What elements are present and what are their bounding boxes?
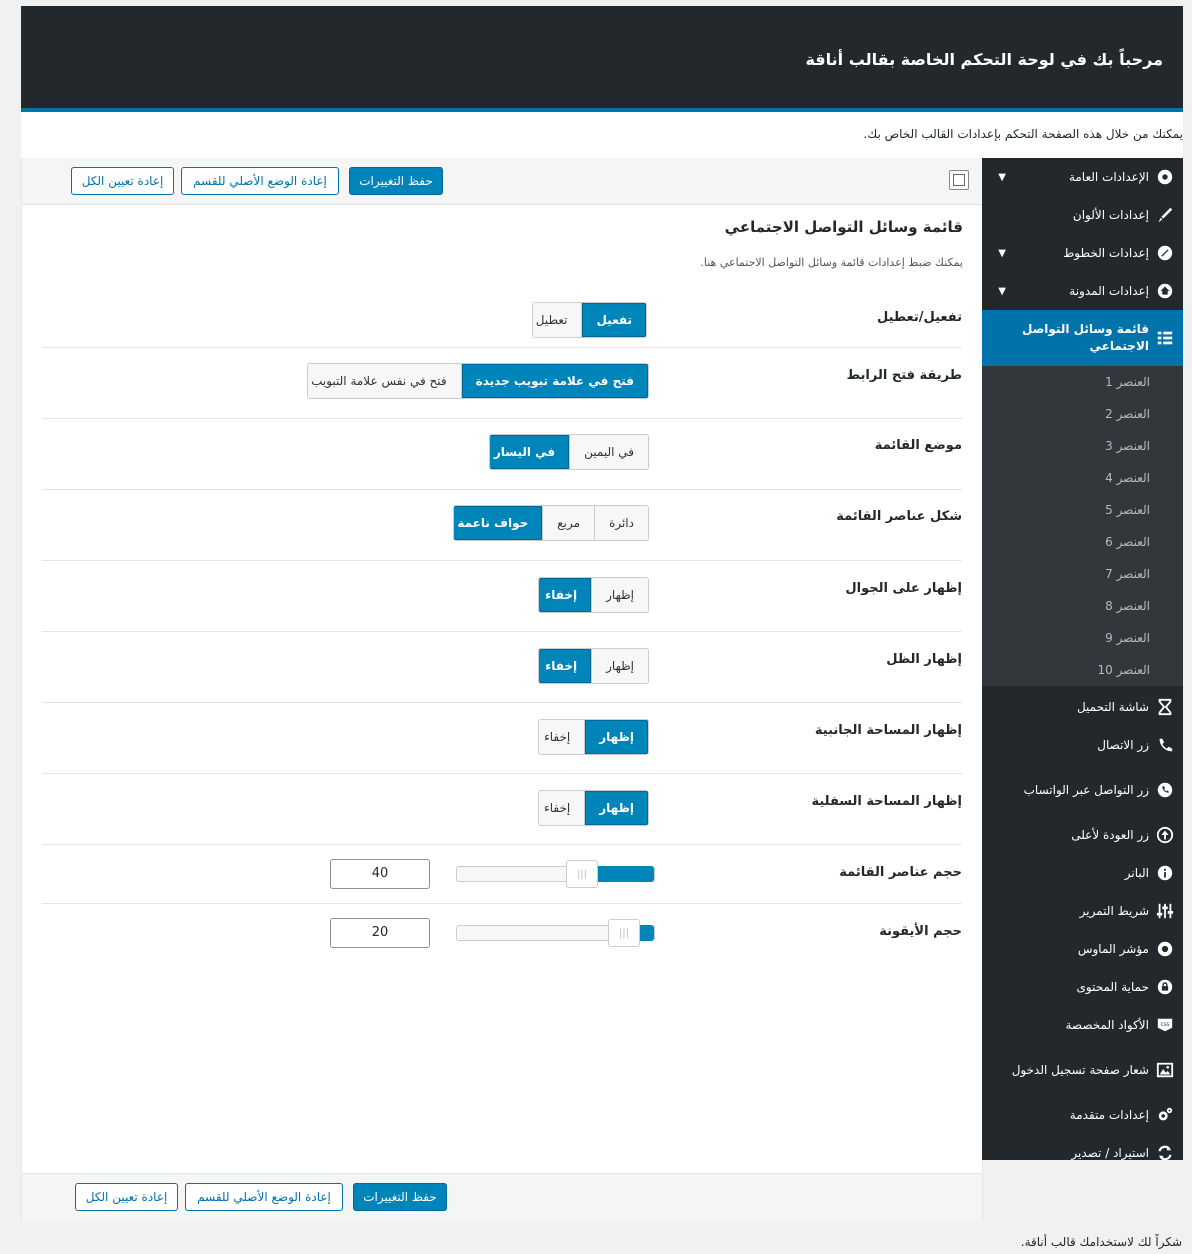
disable-option[interactable]: تعطيل <box>532 303 581 337</box>
new-tab-option[interactable]: فتح في علامة تبويب جديدة <box>461 364 648 398</box>
sidebar-item-label: زر الاتصال <box>1097 737 1149 752</box>
sidebar-subitem[interactable] <box>982 590 1183 622</box>
sidebar-item-label: شريط التمرير <box>1079 903 1149 918</box>
enable-toggle <box>532 302 647 338</box>
save-button[interactable]: حفظ التغييرات <box>353 1183 447 1211</box>
sidebar-item-label: قائمة وسائل التواصل الاجتماعي <box>1022 322 1149 353</box>
svg-text:CSS: CSS <box>1160 1022 1170 1028</box>
show-option[interactable]: إظهار <box>584 791 648 825</box>
item-size-input[interactable]: 40 <box>330 859 430 889</box>
section-description: يمكنك ضبط إعدادات قائمة وسائل التواصل الاجتماعي هنا. <box>700 256 963 269</box>
sidebar-item-label: إعدادات الخطوط <box>1063 245 1149 260</box>
setting-label: تفعيل/تعطيل <box>876 310 962 325</box>
setting-row-item-size <box>42 844 962 904</box>
settings-panel <box>21 158 983 1220</box>
intro-text: يمكنك من خلال هذه الصفحة التحكم بإعدادات القالب الخاص بك. <box>863 127 1183 141</box>
same-tab-option[interactable]: فتح في نفس علامة التبويب <box>307 364 461 398</box>
gear-icon <box>1155 167 1175 187</box>
show-option[interactable]: إظهار <box>591 649 648 683</box>
sidebar-subitem-label: العنصر 7 <box>1105 567 1150 581</box>
hide-option[interactable]: إخفاء <box>538 791 584 825</box>
reset-section-button[interactable]: إعادة الوضع الأصلي للقسم <box>181 167 339 195</box>
save-button[interactable]: حفظ التغييرات <box>349 167 443 195</box>
css-icon <box>1155 1015 1175 1035</box>
sidebar-subitem[interactable] <box>982 494 1183 526</box>
sidebar-subitem-label: العنصر 2 <box>1105 407 1150 421</box>
sidebar-subitem-label: العنصر 1 <box>1105 375 1150 389</box>
sidebar-item[interactable] <box>982 968 1183 1006</box>
hide-option[interactable]: إخفاء <box>538 720 584 754</box>
mobile-toggle <box>538 577 649 613</box>
whatsapp-icon <box>1155 780 1175 800</box>
enable-option[interactable]: تفعيل <box>581 303 646 337</box>
sidebar-item[interactable] <box>982 816 1183 854</box>
setting-row-shape <box>42 489 962 561</box>
sidebar-subitem[interactable] <box>982 654 1183 686</box>
setting-row-icon-size <box>42 903 962 962</box>
setting-label: حجم عناصر القائمة <box>839 865 962 880</box>
sidebar-item-label: الإعدادات العامة <box>1068 169 1149 184</box>
sidebar-item-label: مؤشر الماوس <box>1077 941 1149 956</box>
shadow-toggle <box>538 648 649 684</box>
square-option[interactable]: مربع <box>542 506 594 540</box>
chevron-down-icon[interactable]: ▼ <box>998 247 1006 259</box>
sidebar-item[interactable] <box>982 310 1183 366</box>
sidebar-subitem[interactable] <box>982 558 1183 590</box>
sidebar-item[interactable] <box>982 1134 1183 1172</box>
page-title: مرحباً بك في لوحة التحكم الخاصة بقالب أناقة <box>805 50 1163 69</box>
setting-label: طريقة فتح الرابط <box>846 368 962 383</box>
sidebar-item-label: إعدادات متقدمة <box>1069 1107 1149 1122</box>
bottom-space-toggle <box>538 790 649 826</box>
intro-bar <box>21 112 1183 159</box>
sidebar-item-label: استيراد / تصدير <box>1071 1145 1149 1160</box>
image-icon <box>1155 1060 1175 1080</box>
cogs-icon <box>1155 1105 1175 1125</box>
sidebar-subitem-label: العنصر 4 <box>1105 471 1150 485</box>
sidebar-item[interactable] <box>982 158 1183 196</box>
sidebar-subitem[interactable] <box>982 398 1183 430</box>
setting-label: حجم الأيقونة <box>879 924 962 939</box>
sidebar-item[interactable] <box>982 234 1183 272</box>
sidebar-item[interactable] <box>982 1096 1183 1134</box>
hide-option[interactable]: إخفاء <box>538 649 591 683</box>
reset-all-button[interactable]: إعادة تعيين الكل <box>71 167 174 195</box>
chevron-down-icon[interactable]: ▼ <box>998 285 1006 297</box>
setting-row-mobile <box>42 560 962 632</box>
sidebar-subitem[interactable] <box>982 526 1183 558</box>
sidebar-subitem-label: العنصر 10 <box>1097 663 1150 677</box>
sidebar-subitem-label: العنصر 8 <box>1105 599 1150 613</box>
setting-label: إظهار على الجوال <box>845 581 962 596</box>
setting-row-shadow <box>42 631 962 703</box>
sidebar-item-label: البانر <box>1124 865 1149 880</box>
sidebar-item-label: شاشة التحميل <box>1076 699 1149 714</box>
setting-label: موضع القائمة <box>874 438 962 453</box>
right-option[interactable]: في اليمين <box>569 435 648 469</box>
setting-row-enable <box>42 288 962 348</box>
left-option[interactable]: في اليسار <box>489 435 569 469</box>
info-icon <box>1155 863 1175 883</box>
sidebar-item-label: إعدادات المدونة <box>1069 283 1149 298</box>
arrow-up-icon <box>1155 825 1175 845</box>
setting-row-bottom-space <box>42 773 962 845</box>
sidebar-item[interactable] <box>982 196 1183 234</box>
show-option[interactable]: إظهار <box>591 578 648 612</box>
dot-circle-icon <box>1155 939 1175 959</box>
sync-icon <box>1155 1143 1175 1163</box>
setting-row-link-open <box>42 347 962 419</box>
show-option[interactable]: إظهار <box>584 720 648 754</box>
reset-all-button[interactable]: إعادة تعيين الكل <box>75 1183 178 1211</box>
sidebar-subitem-label: العنصر 6 <box>1105 535 1150 549</box>
slider-handle[interactable]: ||| <box>608 919 640 947</box>
sidebar-item[interactable] <box>982 272 1183 310</box>
sidebar-item-label: الأكواد المخصصة <box>1065 1017 1149 1032</box>
circle-option[interactable]: دائرة <box>594 506 648 540</box>
chevron-down-icon[interactable]: ▼ <box>998 171 1006 183</box>
sidebar-item-label: زر التواصل عبر الواتساب <box>1023 782 1149 797</box>
rounded-option[interactable]: حواف ناعمة <box>453 506 542 540</box>
icon-size-input[interactable]: 20 <box>330 918 430 948</box>
sidebar-subitem-label: العنصر 3 <box>1105 439 1150 453</box>
sidebar-item[interactable] <box>982 854 1183 892</box>
sidebar-item-label: زر العودة لأعلى <box>1071 827 1149 842</box>
sidebar-subitem[interactable] <box>982 462 1183 494</box>
side-space-toggle <box>538 719 649 755</box>
bottom-toolbar <box>22 1173 983 1221</box>
brush-icon <box>1155 205 1175 225</box>
sidebar-item[interactable] <box>982 726 1183 764</box>
setting-label: شكل عناصر القائمة <box>836 509 962 524</box>
sidebar-item[interactable] <box>982 764 1183 816</box>
sidebar-subitem[interactable] <box>982 622 1183 654</box>
slider-fill <box>592 866 654 882</box>
sidebar-subitem[interactable] <box>982 366 1183 398</box>
sidebar-subitem[interactable] <box>982 430 1183 462</box>
layout-icon[interactable] <box>949 170 969 190</box>
hide-option[interactable]: إخفاء <box>538 578 591 612</box>
sidebar-item[interactable] <box>982 1006 1183 1044</box>
setting-label: إظهار المساحة الجانبية <box>814 723 962 738</box>
sidebar-item[interactable] <box>982 1044 1183 1096</box>
slider-handle[interactable]: ||| <box>566 860 598 888</box>
sidebar-item-label: شعار صفحة تسجيل الدخول <box>1011 1062 1149 1077</box>
setting-row-side-space <box>42 702 962 774</box>
footer-text: شكراً لك لاستخدامك قالب أناقة. <box>1020 1235 1182 1249</box>
sidebar-item[interactable] <box>982 930 1183 968</box>
setting-label: إظهار الظل <box>886 652 962 667</box>
section-title: قائمة وسائل التواصل الاجتماعي <box>724 218 963 236</box>
setting-label: إظهار المساحة السفلية <box>811 794 962 809</box>
lock-icon <box>1155 977 1175 997</box>
top-toolbar <box>22 158 983 205</box>
reset-section-button[interactable]: إعادة الوضع الأصلي للقسم <box>185 1183 343 1211</box>
dashboard-header <box>21 6 1183 112</box>
icon-size-slider[interactable] <box>456 925 655 941</box>
sidebar-item-label: إعدادات الألوان <box>1072 207 1149 222</box>
home-icon <box>1155 281 1175 301</box>
sidebar-subitem-label: العنصر 5 <box>1105 503 1150 517</box>
sidebar-item-label: حماية المحتوى <box>1076 979 1149 994</box>
font-icon <box>1155 243 1175 263</box>
list-icon <box>1155 328 1175 348</box>
item-size-slider[interactable] <box>456 866 655 882</box>
phone-icon <box>1155 735 1175 755</box>
sidebar-item[interactable] <box>982 688 1183 726</box>
shape-toggle <box>453 505 649 541</box>
setting-row-position <box>42 418 962 490</box>
hourglass-icon <box>1155 697 1175 717</box>
link-open-toggle <box>307 363 649 399</box>
position-toggle <box>489 434 649 470</box>
sliders-icon <box>1155 901 1175 921</box>
sidebar-item[interactable] <box>982 892 1183 930</box>
sidebar-subitem-label: العنصر 9 <box>1105 631 1150 645</box>
